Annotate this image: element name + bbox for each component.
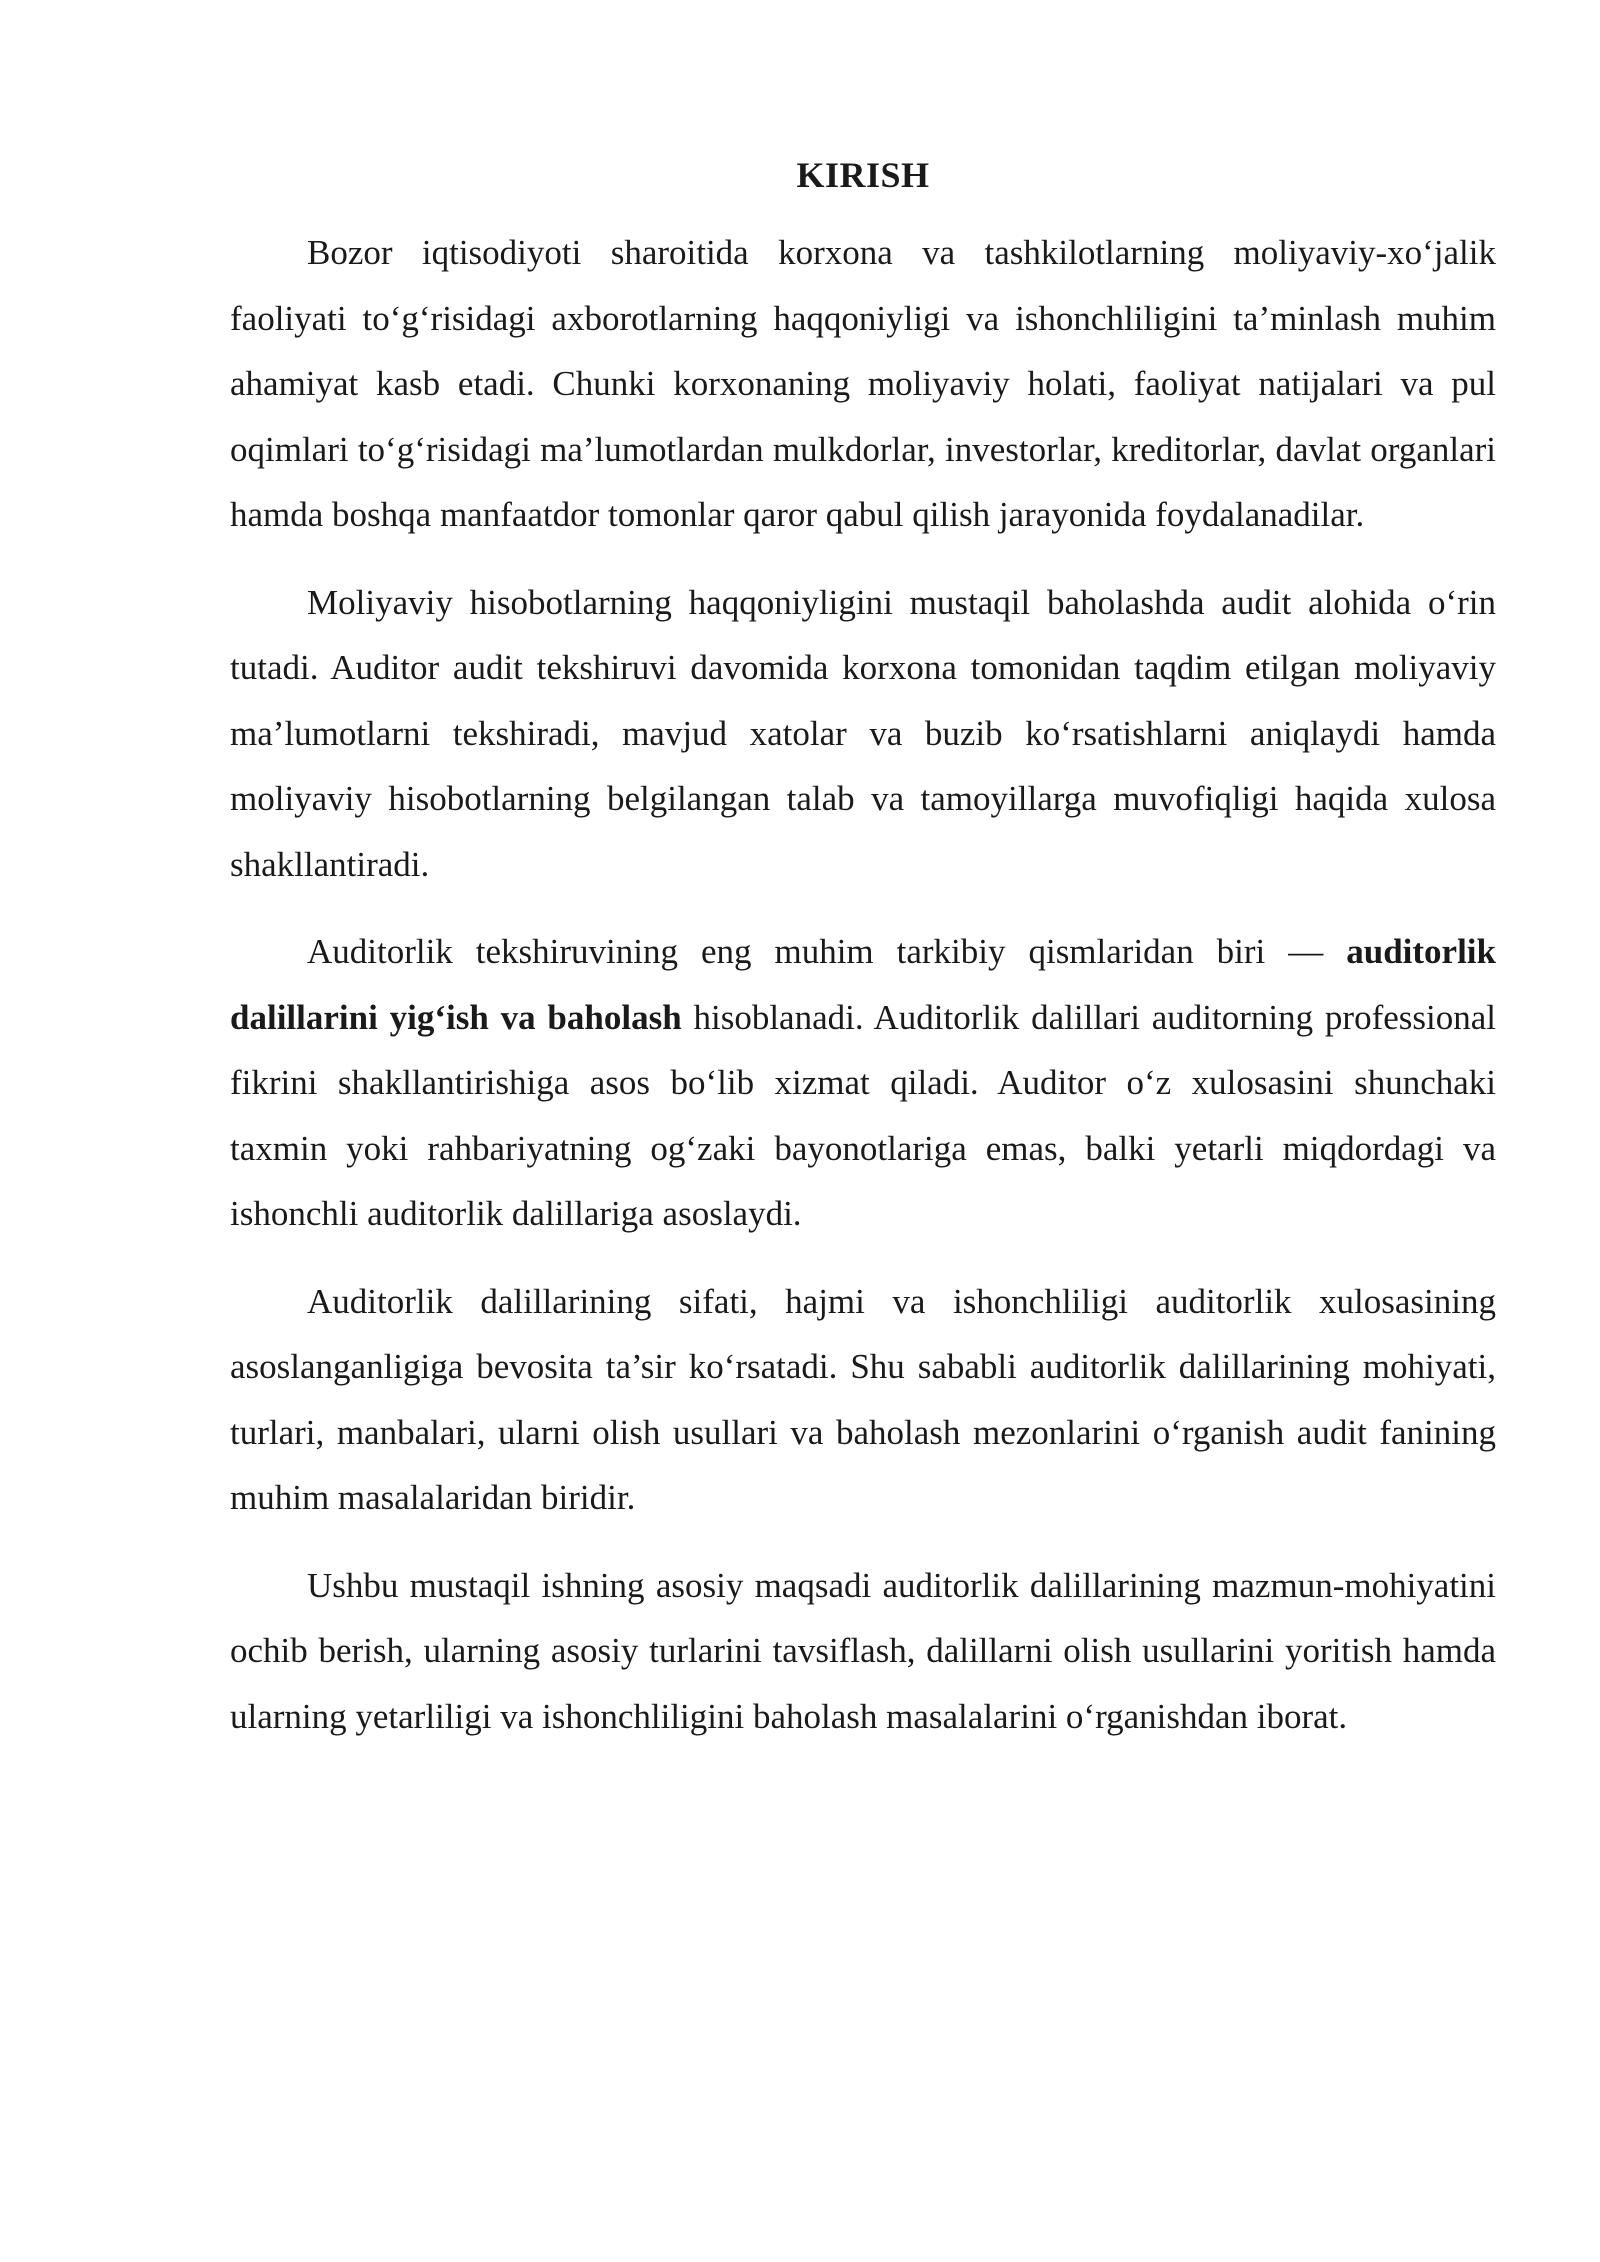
paragraph-3 xyxy=(230,919,1496,1247)
paragraph-4: Auditorlik dalillarining sifati, hajmi va ishonchliligi auditorlik xulosasining asoslanganligiga bevosita ta’sir ko‘rsatadi. Shu sababli auditorlik dalillarining mohiyati, turlari, manbalari, ularni olish usullari va baholash mezonlarini o‘rganish audit fanining muhim masalalaridan biridir. xyxy=(230,1281,1496,1517)
paragraph-5: Ushbu mustaqil ishning asosiy maqsadi auditorlik dalillarining mazmun-mohiyatini ochib berish, ularning asosiy turlarini tavsiflash, dalillarni olish usullarini yoritish hamda ularning yetarliligi va ishonchliligini baholash masalalarini o‘rganishdan iborat. xyxy=(230,1565,1496,1736)
paragraph-2: Moliyaviy hisobotlarning haqqoniyligini mustaqil baholashda audit alohida o‘rin tutadi. Auditor audit tekshiruvi davomida korxona tomonidan taqdim etilgan moliyaviy ma’lumotlarni tekshiradi, mavjud xatolar va buzib ko‘rsatishlarni aniqlaydi hamda moliyaviy hisobotlarning belgilangan talab va tamoyillarga muvofiqligi haqida xulosa shakllantiradi. xyxy=(230,582,1496,884)
paragraph-1: Bozor iqtisodiyoti sharoitida korxona va tashkilotlarning moliyaviy-xo‘jalik faoliyati to‘g‘risidagi axborotlarning haqqoniyligi va ishonchliligini ta’minlash muhim ahamiyat kasb etadi. Chunki korxonaning moliyaviy holati, faoliyat natijalari va pul oqimlari to‘g‘risidagi ma’lumotlardan mulkdorlar, investorlar, kreditorlar, davlat organlari hamda boshqa manfaatdor tomonlar qaror qabul qilish jarayonida foydalanadilar. xyxy=(230,233,1496,534)
paragraph-3-emphasis: auditorlik dalillarini yig‘ish va baholash xyxy=(230,932,1496,1037)
document-title: KIRISH xyxy=(796,155,930,195)
paragraph-3-lead: Auditorlik tekshiruvining eng muhim tarkibiy qismlaridan biri — xyxy=(307,932,1347,971)
paragraph-3-rest: hisoblanadi. Auditorlik dalillari auditorning professional fikrini shakllantirishiga asos bo‘lib xizmat qiladi. Auditor o‘z xulosasini shunchaki taxmin yoki rahbariyatning og‘zaki bayonotlariga emas, balki yetarli miqdordagi va ishonchli auditorlik dalillariga asoslaydi. xyxy=(230,997,1496,1233)
document-page xyxy=(230,150,1496,1771)
